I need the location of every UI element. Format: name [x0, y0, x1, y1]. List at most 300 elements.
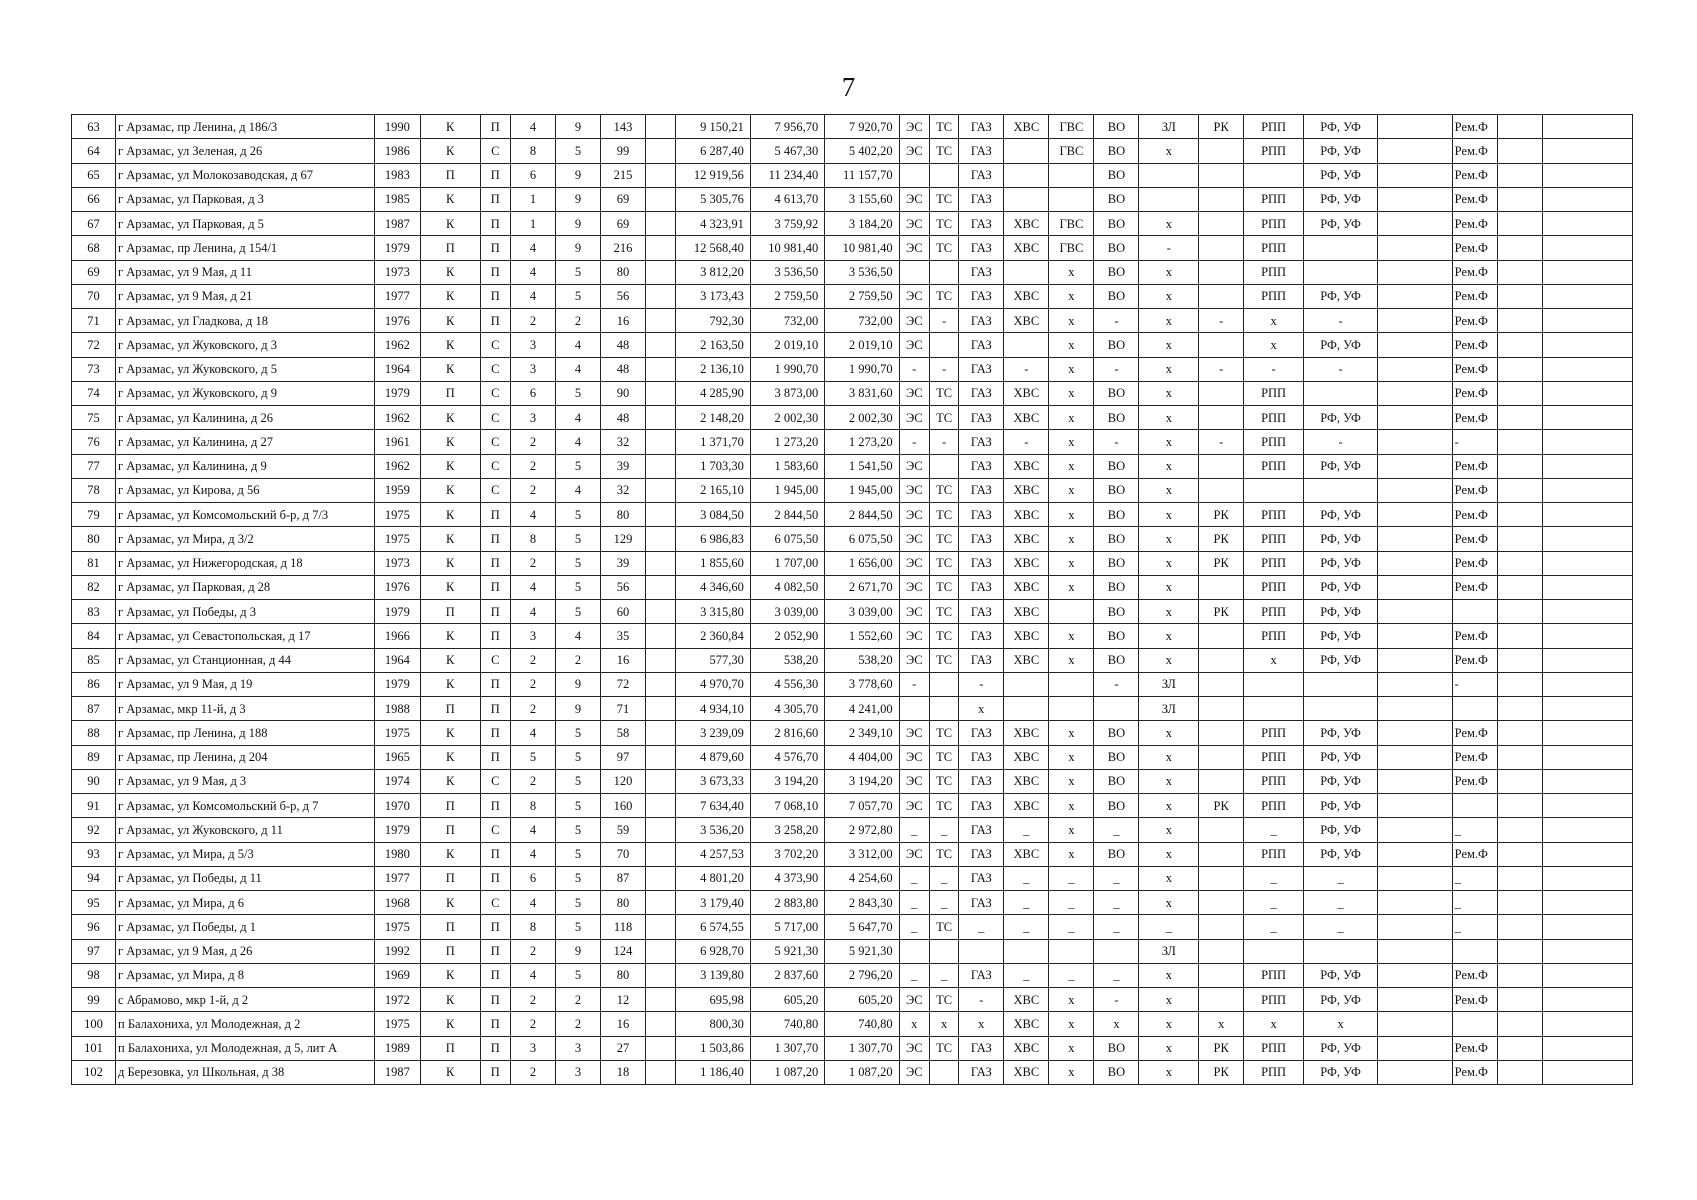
cell-es: ЭС — [899, 212, 929, 236]
cell-blank2 — [1378, 672, 1452, 696]
cell-floors: 4 — [555, 624, 600, 648]
cell-blank — [646, 187, 676, 211]
cell-type: П — [480, 212, 510, 236]
cell-area_other: 2 796,20 — [825, 963, 899, 987]
cell-entrances: 4 — [510, 260, 555, 284]
cell-rem: Рем.Ф — [1452, 139, 1497, 163]
cell-zl: х — [1139, 963, 1199, 987]
cell-vo: ВО — [1094, 551, 1139, 575]
cell-hvs: ХВС — [1004, 842, 1049, 866]
table-row — [72, 842, 1633, 866]
cell-floors: 2 — [555, 648, 600, 672]
cell-flats: 39 — [601, 454, 646, 478]
cell-rpp — [1244, 697, 1304, 721]
cell-address: г Арзамас, ул Зеленая, д 26 — [116, 139, 375, 163]
cell-address: г Арзамас, ул 9 Мая, д 26 — [116, 939, 375, 963]
cell-gas — [959, 939, 1004, 963]
cell-zl: х — [1139, 988, 1199, 1012]
cell-address: г Арзамас, ул Жуковского, д 5 — [116, 357, 375, 381]
cell-area_other: 3 536,50 — [825, 260, 899, 284]
cell-hvs: ХВС — [1004, 1012, 1049, 1036]
cell-rpp: _ — [1244, 818, 1304, 842]
cell-rk — [1199, 818, 1244, 842]
cell-gas: ГАЗ — [959, 794, 1004, 818]
cell-type: П — [480, 624, 510, 648]
cell-gas: ГАЗ — [959, 769, 1004, 793]
cell-area_living: 3 536,50 — [750, 260, 824, 284]
cell-hvs — [1004, 697, 1049, 721]
cell-blank4 — [1542, 357, 1632, 381]
cell-gvs: х — [1049, 260, 1094, 284]
cell-rk — [1199, 915, 1244, 939]
cell-hvs: _ — [1004, 866, 1049, 890]
cell-year: 1973 — [374, 260, 420, 284]
cell-wall: К — [420, 551, 480, 575]
cell-blank4 — [1542, 818, 1632, 842]
cell-year: 1962 — [374, 406, 420, 430]
cell-gvs: х — [1049, 842, 1094, 866]
cell-blank3 — [1497, 212, 1542, 236]
cell-blank4 — [1542, 624, 1632, 648]
cell-zl: х — [1139, 891, 1199, 915]
cell-blank2 — [1378, 600, 1452, 624]
cell-blank — [646, 988, 676, 1012]
cell-blank2 — [1378, 309, 1452, 333]
cell-year: 1964 — [374, 648, 420, 672]
cell-no: 75 — [72, 406, 116, 430]
cell-es: ЭС — [899, 236, 929, 260]
cell-blank2 — [1378, 187, 1452, 211]
cell-no: 64 — [72, 139, 116, 163]
cell-rem: Рем.Ф — [1452, 1060, 1497, 1084]
cell-gvs: ГВС — [1049, 212, 1094, 236]
cell-wall: П — [420, 794, 480, 818]
cell-zl: х — [1139, 575, 1199, 599]
cell-area_total: 1 371,70 — [676, 430, 750, 454]
cell-blank2 — [1378, 454, 1452, 478]
cell-es: ЭС — [899, 551, 929, 575]
cell-blank3 — [1497, 915, 1542, 939]
cell-gas: ГАЗ — [959, 575, 1004, 599]
cell-blank4 — [1542, 309, 1632, 333]
cell-no: 77 — [72, 454, 116, 478]
cell-rem: Рем.Ф — [1452, 406, 1497, 430]
cell-es: _ — [899, 891, 929, 915]
cell-gas: ГАЗ — [959, 866, 1004, 890]
cell-blank3 — [1497, 381, 1542, 405]
cell-blank4 — [1542, 915, 1632, 939]
cell-floors: 4 — [555, 333, 600, 357]
table-row — [72, 430, 1633, 454]
cell-rk — [1199, 212, 1244, 236]
cell-blank3 — [1497, 600, 1542, 624]
cell-entrances: 2 — [510, 551, 555, 575]
cell-hvs: ХВС — [1004, 988, 1049, 1012]
cell-vo: ВО — [1094, 794, 1139, 818]
cell-type: С — [480, 430, 510, 454]
cell-vo: ВО — [1094, 600, 1139, 624]
cell-ts — [929, 672, 958, 696]
cell-flats: 80 — [601, 260, 646, 284]
cell-area_total: 6 928,70 — [676, 939, 750, 963]
cell-hvs: ХВС — [1004, 575, 1049, 599]
cell-wall: К — [420, 309, 480, 333]
cell-wall: К — [420, 454, 480, 478]
cell-blank — [646, 454, 676, 478]
cell-area_living: 4 613,70 — [750, 187, 824, 211]
cell-rk — [1199, 624, 1244, 648]
cell-address: г Арзамас, ул Нижегородская, д 18 — [116, 551, 375, 575]
cell-rf: - — [1303, 309, 1377, 333]
cell-gas: ГАЗ — [959, 430, 1004, 454]
cell-vo: ВО — [1094, 163, 1139, 187]
cell-area_other: 1 990,70 — [825, 357, 899, 381]
cell-area_other: 1 552,60 — [825, 624, 899, 648]
cell-year: 1975 — [374, 527, 420, 551]
cell-ts — [929, 260, 958, 284]
cell-hvs: ХВС — [1004, 381, 1049, 405]
cell-gas: ГАЗ — [959, 357, 1004, 381]
table-row — [72, 1012, 1633, 1036]
cell-rk — [1199, 284, 1244, 308]
cell-no: 70 — [72, 284, 116, 308]
cell-vo: ВО — [1094, 721, 1139, 745]
cell-rf: РФ, УФ — [1303, 115, 1377, 139]
cell-blank — [646, 284, 676, 308]
cell-rf: х — [1303, 1012, 1377, 1036]
table-row — [72, 284, 1633, 308]
cell-year: 1988 — [374, 697, 420, 721]
cell-area_other: 7 920,70 — [825, 115, 899, 139]
cell-rf: РФ, УФ — [1303, 769, 1377, 793]
cell-address: г Арзамас, ул Парковая, д 28 — [116, 575, 375, 599]
cell-hvs: ХВС — [1004, 1060, 1049, 1084]
cell-rf: _ — [1303, 891, 1377, 915]
cell-gas: ГАЗ — [959, 139, 1004, 163]
cell-area_total: 12 919,56 — [676, 163, 750, 187]
cell-blank2 — [1378, 236, 1452, 260]
page-number: 7 — [841, 72, 856, 102]
cell-entrances: 5 — [510, 745, 555, 769]
cell-no: 93 — [72, 842, 116, 866]
cell-rf: РФ, УФ — [1303, 575, 1377, 599]
cell-address: г Арзамас, ул Станционная, д 44 — [116, 648, 375, 672]
cell-area_total: 4 346,60 — [676, 575, 750, 599]
cell-area_living: 2 816,60 — [750, 721, 824, 745]
cell-rem — [1452, 697, 1497, 721]
cell-no: 67 — [72, 212, 116, 236]
cell-blank3 — [1497, 624, 1542, 648]
cell-ts: _ — [929, 891, 958, 915]
cell-blank — [646, 963, 676, 987]
cell-rpp: РПП — [1244, 794, 1304, 818]
cell-rem: Рем.Ф — [1452, 575, 1497, 599]
cell-rk — [1199, 478, 1244, 502]
cell-type: П — [480, 309, 510, 333]
cell-rpp: РПП — [1244, 260, 1304, 284]
table-row — [72, 672, 1633, 696]
cell-blank3 — [1497, 648, 1542, 672]
cell-wall: К — [420, 963, 480, 987]
cell-area_other: 4 404,00 — [825, 745, 899, 769]
cell-wall: П — [420, 939, 480, 963]
cell-flats: 72 — [601, 672, 646, 696]
cell-entrances: 4 — [510, 115, 555, 139]
cell-type: П — [480, 794, 510, 818]
cell-ts — [929, 697, 958, 721]
cell-hvs: ХВС — [1004, 212, 1049, 236]
cell-no: 69 — [72, 260, 116, 284]
cell-area_other: 2 844,50 — [825, 503, 899, 527]
cell-type: П — [480, 187, 510, 211]
cell-blank4 — [1542, 866, 1632, 890]
cell-zl: х — [1139, 503, 1199, 527]
cell-vo: х — [1094, 1012, 1139, 1036]
cell-rem: Рем.Ф — [1452, 454, 1497, 478]
cell-ts: _ — [929, 866, 958, 890]
cell-ts: - — [929, 309, 958, 333]
cell-wall: К — [420, 527, 480, 551]
cell-rem: Рем.Ф — [1452, 769, 1497, 793]
cell-rk — [1199, 866, 1244, 890]
table-row — [72, 454, 1633, 478]
cell-rf: РФ, УФ — [1303, 648, 1377, 672]
cell-gas: х — [959, 697, 1004, 721]
cell-es: ЭС — [899, 139, 929, 163]
cell-address: г Арзамас, пр Ленина, д 188 — [116, 721, 375, 745]
cell-floors: 9 — [555, 163, 600, 187]
cell-zl: х — [1139, 1012, 1199, 1036]
cell-year: 1962 — [374, 333, 420, 357]
cell-year: 1969 — [374, 963, 420, 987]
cell-area_total: 3 536,20 — [676, 818, 750, 842]
cell-rf: РФ, УФ — [1303, 963, 1377, 987]
cell-blank4 — [1542, 236, 1632, 260]
cell-hvs — [1004, 672, 1049, 696]
cell-area_living: 1 273,20 — [750, 430, 824, 454]
cell-year: 1985 — [374, 187, 420, 211]
cell-blank — [646, 115, 676, 139]
cell-address: г Арзамас, ул Жуковского, д 3 — [116, 333, 375, 357]
cell-rk — [1199, 769, 1244, 793]
cell-area_living: 2 844,50 — [750, 503, 824, 527]
cell-rem: Рем.Ф — [1452, 115, 1497, 139]
cell-flats: 48 — [601, 357, 646, 381]
cell-blank3 — [1497, 284, 1542, 308]
cell-entrances: 4 — [510, 721, 555, 745]
cell-rf: РФ, УФ — [1303, 333, 1377, 357]
cell-no: 71 — [72, 309, 116, 333]
cell-blank3 — [1497, 406, 1542, 430]
cell-no: 94 — [72, 866, 116, 890]
cell-gvs: х — [1049, 478, 1094, 502]
cell-gas: - — [959, 988, 1004, 1012]
cell-gas: ГАЗ — [959, 842, 1004, 866]
cell-es: ЭС — [899, 478, 929, 502]
cell-gvs — [1049, 163, 1094, 187]
cell-gvs: х — [1049, 1012, 1094, 1036]
cell-blank4 — [1542, 478, 1632, 502]
cell-blank4 — [1542, 333, 1632, 357]
cell-blank3 — [1497, 721, 1542, 745]
cell-blank — [646, 309, 676, 333]
cell-blank3 — [1497, 478, 1542, 502]
cell-area_living: 605,20 — [750, 988, 824, 1012]
cell-rpp: РПП — [1244, 381, 1304, 405]
table-row — [72, 648, 1633, 672]
cell-vo: - — [1094, 430, 1139, 454]
cell-blank2 — [1378, 648, 1452, 672]
cell-wall: К — [420, 284, 480, 308]
cell-rpp — [1244, 163, 1304, 187]
cell-blank2 — [1378, 527, 1452, 551]
table-row — [72, 866, 1633, 890]
cell-floors: 9 — [555, 115, 600, 139]
cell-rpp: РПП — [1244, 988, 1304, 1012]
cell-rf: РФ, УФ — [1303, 406, 1377, 430]
cell-area_other: 2 002,30 — [825, 406, 899, 430]
cell-ts — [929, 454, 958, 478]
cell-floors: 9 — [555, 212, 600, 236]
cell-gvs: х — [1049, 430, 1094, 454]
cell-area_total: 2 360,84 — [676, 624, 750, 648]
cell-year: 1959 — [374, 478, 420, 502]
cell-rpp: РПП — [1244, 575, 1304, 599]
cell-floors: 5 — [555, 891, 600, 915]
cell-rk: РК — [1199, 115, 1244, 139]
cell-blank2 — [1378, 284, 1452, 308]
cell-address: д Березовка, ул Школьная, д 38 — [116, 1060, 375, 1084]
cell-area_living: 732,00 — [750, 309, 824, 333]
cell-blank2 — [1378, 260, 1452, 284]
cell-blank4 — [1542, 1036, 1632, 1060]
cell-floors: 5 — [555, 915, 600, 939]
cell-rem: _ — [1452, 891, 1497, 915]
cell-year: 1979 — [374, 818, 420, 842]
cell-type: П — [480, 260, 510, 284]
cell-rpp: РПП — [1244, 963, 1304, 987]
cell-year: 1975 — [374, 721, 420, 745]
cell-area_total: 3 179,40 — [676, 891, 750, 915]
cell-area_total: 2 148,20 — [676, 406, 750, 430]
cell-flats: 129 — [601, 527, 646, 551]
cell-type: С — [480, 357, 510, 381]
cell-zl — [1139, 187, 1199, 211]
cell-type: П — [480, 527, 510, 551]
cell-year: 1973 — [374, 551, 420, 575]
cell-flats: 97 — [601, 745, 646, 769]
cell-rf: РФ, УФ — [1303, 624, 1377, 648]
cell-blank3 — [1497, 939, 1542, 963]
cell-gas: ГАЗ — [959, 406, 1004, 430]
cell-area_total: 1 186,40 — [676, 1060, 750, 1084]
cell-es: - — [899, 672, 929, 696]
cell-rf: РФ, УФ — [1303, 988, 1377, 1012]
cell-type: П — [480, 575, 510, 599]
cell-area_other: 7 057,70 — [825, 794, 899, 818]
cell-year: 1975 — [374, 915, 420, 939]
cell-entrances: 6 — [510, 866, 555, 890]
cell-no: 83 — [72, 600, 116, 624]
cell-year: 1972 — [374, 988, 420, 1012]
cell-rpp: РПП — [1244, 1036, 1304, 1060]
cell-blank — [646, 139, 676, 163]
cell-year: 1979 — [374, 236, 420, 260]
table-row — [72, 503, 1633, 527]
cell-blank — [646, 575, 676, 599]
cell-ts: ТС — [929, 284, 958, 308]
cell-rpp: РПП — [1244, 842, 1304, 866]
cell-gas: ГАЗ — [959, 115, 1004, 139]
cell-blank3 — [1497, 1036, 1542, 1060]
cell-rem: Рем.Ф — [1452, 988, 1497, 1012]
cell-blank — [646, 721, 676, 745]
cell-rk: РК — [1199, 503, 1244, 527]
cell-year: 1989 — [374, 1036, 420, 1060]
cell-address: с Абрамово, мкр 1-й, д 2 — [116, 988, 375, 1012]
cell-flats: 215 — [601, 163, 646, 187]
cell-flats: 32 — [601, 430, 646, 454]
cell-flats: 90 — [601, 381, 646, 405]
cell-rpp: РПП — [1244, 454, 1304, 478]
cell-wall: К — [420, 430, 480, 454]
cell-gas: - — [959, 672, 1004, 696]
cell-entrances: 2 — [510, 939, 555, 963]
cell-ts: ТС — [929, 478, 958, 502]
cell-ts: ТС — [929, 915, 958, 939]
cell-hvs — [1004, 939, 1049, 963]
cell-entrances: 4 — [510, 963, 555, 987]
cell-zl: х — [1139, 842, 1199, 866]
cell-entrances: 4 — [510, 236, 555, 260]
cell-rpp — [1244, 939, 1304, 963]
cell-blank3 — [1497, 794, 1542, 818]
cell-wall: К — [420, 842, 480, 866]
cell-blank3 — [1497, 866, 1542, 890]
cell-rpp: РПП — [1244, 721, 1304, 745]
cell-flats: 39 — [601, 551, 646, 575]
cell-area_other: 1 541,50 — [825, 454, 899, 478]
cell-rpp: РПП — [1244, 745, 1304, 769]
cell-no: 82 — [72, 575, 116, 599]
cell-wall: К — [420, 624, 480, 648]
cell-blank2 — [1378, 915, 1452, 939]
cell-type: П — [480, 163, 510, 187]
cell-gvs — [1049, 697, 1094, 721]
cell-wall: К — [420, 260, 480, 284]
cell-zl: ЗЛ — [1139, 672, 1199, 696]
cell-rem: Рем.Ф — [1452, 236, 1497, 260]
cell-type: П — [480, 842, 510, 866]
cell-floors: 2 — [555, 309, 600, 333]
cell-area_total: 3 673,33 — [676, 769, 750, 793]
cell-area_other: 605,20 — [825, 988, 899, 1012]
cell-type: П — [480, 915, 510, 939]
cell-es: ЭС — [899, 745, 929, 769]
cell-rem: Рем.Ф — [1452, 503, 1497, 527]
cell-gvs: х — [1049, 454, 1094, 478]
cell-type: С — [480, 454, 510, 478]
cell-zl: х — [1139, 284, 1199, 308]
cell-rpp: РПП — [1244, 527, 1304, 551]
cell-area_other: 2 349,10 — [825, 721, 899, 745]
cell-gas: ГАЗ — [959, 624, 1004, 648]
cell-rem: Рем.Ф — [1452, 163, 1497, 187]
cell-rem: Рем.Ф — [1452, 212, 1497, 236]
cell-es: ЭС — [899, 1060, 929, 1084]
cell-no: 101 — [72, 1036, 116, 1060]
cell-blank — [646, 866, 676, 890]
